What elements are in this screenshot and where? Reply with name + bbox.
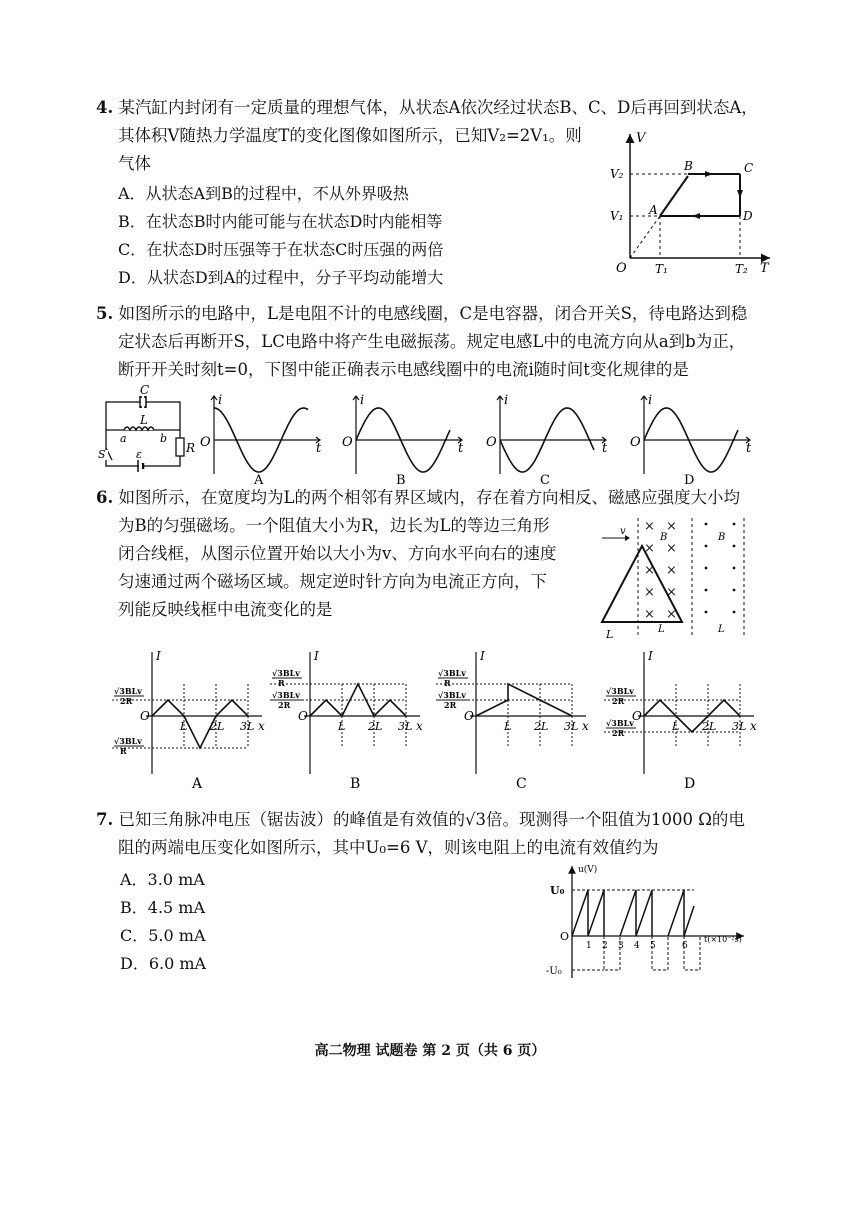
svg-text:t(×10⁻²s): t(×10⁻²s) [704,935,742,944]
q5-circuit [98,383,198,480]
path-a-b [660,176,688,216]
q5-axis-t: t [602,441,608,456]
q6-tick-2l: 2L [368,720,383,733]
q4-stem-line2: 其体积V随热力学温度T的变化图像如图所示，已知V₂=2V₁。则 [118,126,582,145]
svg-text:×: × [666,585,677,600]
q5-origin: O [486,435,497,450]
q6-axis-x: x [582,719,589,733]
svg-text:L: L [606,628,614,641]
svg-text:L: L [718,624,725,635]
q6-axis-i: I [648,649,653,663]
q5-stem-line1: 5. 如图所示的电路中，L是电阻不计的电感线圈，C是电容器，闭合开关S，待电路达到稳 [96,304,748,323]
q6-tick-3l: 3L [398,720,413,733]
resistor [176,438,184,456]
q6-origin: O [140,709,150,723]
svg-text:√3BLv: √3BLv [438,668,466,678]
svg-text:O: O [616,261,627,276]
q7-option-d: D．6.0 mA [120,954,207,973]
q6-tick-l: L [338,720,346,733]
q5-origin: O [200,435,211,450]
q5-option-label: B [396,473,406,488]
q4-option-b: B．在状态B时内能可能与在状态D时内能相等 [118,212,443,231]
svg-text:L: L [658,624,665,635]
q4-vt-graph [600,128,775,278]
svg-text:6: 6 [682,941,688,951]
q6-tick-3l: 3L [240,720,255,733]
q6-stem-line3: 闭合线框，从图示位置开始以大小为v、方向水平向右的速度 [118,544,557,563]
svg-text:×: × [666,607,677,622]
q7-sawtooth-graph [544,860,750,984]
svg-text:R: R [444,678,451,688]
q6-stem-line1: 6. 如图所示，在宽度均为L的两个相邻有界区域内，存在着方向相反、磁感应强度大小均 [96,488,740,507]
q6-stem-line2: 为B的匀强磁场。一个阻值大小为R，边长为L的等边三角形 [118,516,550,535]
svg-text:√3BLv: √3BLv [272,668,300,678]
svg-text:√3BLv: √3BLv [606,718,634,728]
q7-stem-line1: 7. 已知三角脉冲电压（锯齿波）的峰值是有效值的√3倍。现测得一个阻值为1000 Ω的电 [96,810,745,829]
q6-tick-3l: 3L [732,720,747,733]
svg-text:V₁: V₁ [610,209,624,223]
q5-axis-t: t [316,441,322,456]
q6-curve-a [152,700,248,748]
svg-text:a: a [120,432,127,445]
svg-text:A: A [649,203,658,217]
q7-option-b: B．4.5 mA [120,898,206,917]
svg-text:1: 1 [586,941,592,951]
svg-text:b: b [160,432,168,445]
svg-text:2: 2 [602,941,608,951]
q5-option-label: A [254,473,264,488]
q5-graph-a [198,392,328,486]
svg-text:U₀: U₀ [550,884,565,897]
svg-text:R: R [120,746,127,756]
q5-axis-i: i [648,393,653,408]
q7-stem-line2: 阻的两端电压变化如图所示，其中U₀=6 V，则该电阻上的电流有效值约为 [118,838,659,857]
q6-tick-2l: 2L [702,720,717,733]
svg-text:3: 3 [618,941,624,951]
q5-axis-t: t [458,441,464,456]
q5-option-label: C [540,473,550,488]
q6-origin: O [464,709,474,723]
q5-origin: O [342,435,353,450]
svg-text:B: B [660,532,668,543]
q5-graph-c [484,392,614,486]
q7-tick-labels [586,941,688,951]
q6-tick-2l: 2L [534,720,549,733]
q6-axis-x: x [416,719,423,733]
svg-text:O: O [560,930,570,943]
svg-text:L: L [140,413,148,427]
svg-text:2R: 2R [612,696,625,706]
q6-option-label: A [192,776,203,792]
svg-text:D: D [743,209,753,223]
svg-text:×: × [644,541,655,556]
svg-text:√3BLv: √3BLv [114,736,142,746]
q4-option-a: A．从状态A到B的过程中，不从外界吸热 [118,184,409,203]
q5-axis-i: i [360,393,365,408]
q6-stem-line5: 列能反映线框中电流变化的是 [118,600,333,619]
inductor-coil [124,427,154,430]
v-axis-label: V [636,131,646,146]
q4-stem-line3: 气体 [118,154,151,173]
svg-text:B: B [718,532,726,543]
t-axis-label: T [760,261,769,276]
svg-text:×: × [666,519,677,534]
q5-stem-line2: 定状态后再断开S，LC电路中将产生电磁振荡。规定电感L中的电流方向从a到b为正， [118,332,746,351]
q6-graph-d [604,649,757,792]
q6-axis-i: I [314,649,319,663]
svg-text:2R: 2R [612,728,625,738]
svg-text:2R: 2R [444,700,457,710]
svg-text:√3BLv: √3BLv [114,686,142,696]
svg-text:C: C [744,161,754,175]
q5-graph-d [628,392,758,486]
q6-axis-i: I [156,649,161,663]
svg-text:R: R [278,678,285,688]
q5-graph-b [340,392,470,486]
q6-graph-a [112,649,265,792]
svg-text:√3BLv: √3BLv [438,690,466,700]
svg-text:×: × [644,519,655,534]
q6-option-label: C [516,776,527,792]
q7-option-c: C．5.0 mA [120,926,206,945]
q6-origin: O [632,709,642,723]
svg-text:×: × [644,585,655,600]
svg-text:2R: 2R [120,696,133,706]
q6-stem-line4: 匀速通过两个磁场区域。规定逆时针方向为电流正方向，下 [118,572,547,591]
svg-text:v: v [620,526,626,537]
q5-axis-i: i [218,393,223,408]
svg-text:×: × [666,563,677,578]
svg-text:5: 5 [650,941,656,951]
q4-stem-line1: 4. 某汽缸内封闭有一定质量的理想气体，从状态A依次经过状态B、C、D后再回到状态A， [96,98,758,117]
svg-text:4: 4 [634,941,640,951]
svg-text:2R: 2R [278,700,291,710]
q6-tick-l: L [672,720,680,733]
svg-text:×: × [666,541,677,556]
svg-text:√3BLv: √3BLv [606,686,634,696]
svg-text:B: B [684,159,693,173]
svg-text:u(V): u(V) [578,865,598,875]
q4-option-c: C．在状态D时压强等于在状态C时压强的两倍 [118,240,444,259]
q6-tick-l: L [180,720,188,733]
q4-number: 4. [96,98,114,117]
svg-text:T₁: T₁ [655,262,668,276]
q6-graph-c [436,649,589,792]
q6-graph-b [270,649,423,792]
q6-option-label: B [350,776,361,792]
svg-text:S: S [98,448,106,461]
q6-field-diagram [596,512,758,642]
q5-axis-i: i [504,393,509,408]
svg-text:ε: ε [136,448,142,461]
q6-option-label: D [684,776,696,792]
q6-axis-i: I [480,649,485,663]
svg-text:R: R [186,441,196,455]
q6-origin: O [298,709,308,723]
svg-text:V₂: V₂ [610,167,624,181]
q5-origin: O [630,435,641,450]
svg-text:-U₀: -U₀ [546,966,562,977]
q7-option-a: A．3.0 mA [120,870,205,889]
svg-text:T₂: T₂ [735,262,748,276]
q4-option-d: D．从状态D到A的过程中，分子平均动能增大 [118,268,444,287]
q6-axis-x: x [258,719,265,733]
q6-tick-l: L [504,720,512,733]
svg-text:C: C [140,383,150,397]
q6-tick-2l: 2L [210,720,225,733]
q5-stem-line3: 断开开关时刻t=0，下图中能正确表示电感线圈中的电流i随时间t变化规律的是 [118,360,689,379]
q5-axis-t: t [746,441,752,456]
q6-tick-3l: 3L [564,720,579,733]
q5-option-label: D [684,473,695,488]
svg-text:×: × [644,563,655,578]
page-footer: 高二物理 试题卷 第 2 页（共 6 页） [314,1043,546,1059]
q6-axis-x: x [750,719,757,733]
svg-text:×: × [644,607,655,622]
svg-text:√3BLv: √3BLv [272,690,300,700]
